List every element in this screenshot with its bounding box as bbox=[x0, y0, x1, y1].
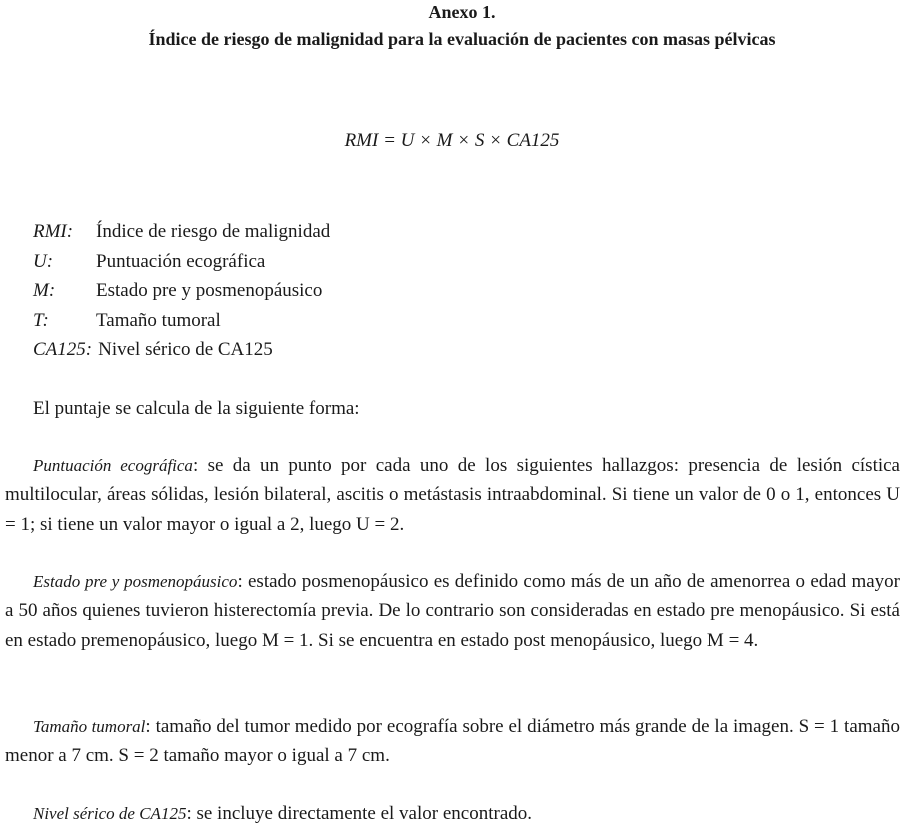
definition-value: Tamaño tumoral bbox=[96, 309, 221, 331]
paragraph-body: : se incluye directamente el valor encontrado. bbox=[186, 803, 532, 824]
paragraph-ultrasound-score bbox=[5, 451, 900, 539]
definition-value: Estado pre y posmenopáusico bbox=[96, 280, 323, 301]
paragraph-lead: Estado pre y posmenopáusico bbox=[33, 572, 238, 591]
rmi-formula bbox=[0, 130, 904, 152]
paragraph-lead: Puntuación ecográfica bbox=[33, 456, 193, 475]
paragraph-ca125 bbox=[5, 799, 900, 828]
formula-text: RMI = U × M × S × CA125 bbox=[344, 130, 560, 151]
paragraph-menopausal-status bbox=[5, 567, 900, 655]
definition-value: Puntuación ecográfica bbox=[96, 250, 266, 272]
definition-item bbox=[33, 276, 330, 306]
paragraph-body: : tamaño del tumor medido por ecografía sobre el diámetro más grande de la imagen. S = 1 tamaño menor a 7 cm. S = 2 tamaño mayor o igual a 7 cm. bbox=[5, 716, 900, 767]
paragraph-tumor-size bbox=[5, 712, 900, 771]
definition-key: T: bbox=[33, 309, 49, 331]
definition-item bbox=[33, 217, 330, 247]
definition-value: Nivel sérico de CA125 bbox=[98, 339, 273, 360]
definition-key: M: bbox=[33, 280, 56, 301]
document-title: Índice de riesgo de malignidad para la evaluación de pacientes con masas pélvicas bbox=[148, 29, 776, 49]
definition-item bbox=[33, 306, 330, 336]
paragraph-lead: Nivel sérico de CA125 bbox=[33, 804, 187, 823]
annex-label: Anexo 1. bbox=[428, 2, 496, 22]
definition-key: CA125: bbox=[33, 339, 93, 360]
paragraph-body: : estado posmenopáusico es definido como más de un año de amenorrea o edad mayor a 50 años quienes tuvieron histerectomía previa. De lo contrario son consideradas en estado pre menopáusico. Si está en estado premenopáusico, luego M = 1. Si se encuentra en estado post menopáusico, luego M = 4. bbox=[5, 571, 901, 651]
paragraph-body: : se da un punto por cada uno de los siguientes hallazgos: presencia de lesión cística multilocular, áreas sólidas, lesión bilateral, ascitis o metástasis intraabdominal. Si tiene un valor de 0 o 1, entonces U = 1; si tiene un valor mayor o igual a 2, luego U = 2. bbox=[5, 455, 900, 535]
definition-item bbox=[33, 247, 330, 277]
definition-key: RMI: bbox=[33, 221, 74, 242]
definitions-list bbox=[33, 217, 330, 365]
definition-key: U: bbox=[33, 250, 54, 272]
paragraph-lead: Tamaño tumoral bbox=[33, 717, 146, 736]
intro-paragraph: El puntaje se calcula de la siguiente forma: bbox=[33, 398, 360, 419]
definition-value: Índice de riesgo de malignidad bbox=[96, 221, 331, 242]
definition-item bbox=[33, 335, 330, 365]
